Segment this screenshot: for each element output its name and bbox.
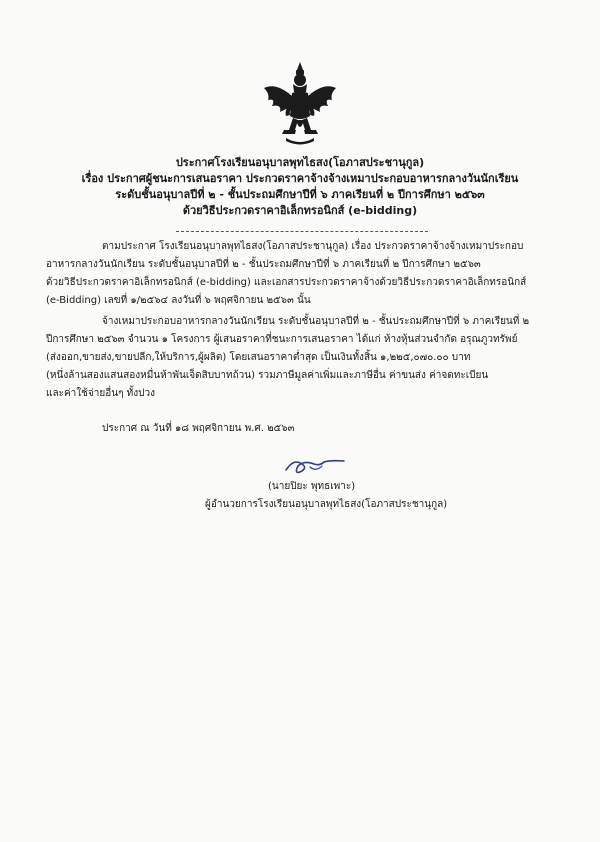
garuda-emblem-icon: [262, 60, 338, 146]
paragraph-2-line: (หนึ่งล้านสองแสนสองหมื่นห้าพันเจ็ดสิบบาทถ้วน) รวมภาษีมูลค่าเพิ่มและภาษีอื่น ค่าขนส่ง ค่าจดทะเบียน: [46, 370, 489, 381]
announcement-subject: เรื่อง ประกาศผู้ชนะการเสนอราคา ประกวดราคาจ้างจ้างเหมาประกอบอาหารกลางวันนักเรียน: [81, 172, 519, 185]
paragraph-2-line: ปีการศึกษา ๒๕๖๓ จำนวน ๑ โครงการ ผู้เสนอราคาที่ชนะการเสนอราคา ได้แก่ ห้างหุ้นส่วนจำกัด อรุณภูวทรัพย์: [46, 334, 518, 345]
signatory-name: (นายปิยะ พุทธเพาะ): [268, 481, 356, 492]
paragraph-2-line: และค่าใช้จ่ายอื่นๆ ทั้งปวง: [46, 388, 155, 399]
paragraph-1-line: (e-Bidding) เลขที่ ๑/๒๕๖๔ ลงวันที่ ๖ พฤศจิกายน ๒๕๖๓ นั้น: [46, 295, 311, 306]
announcement-date: ประกาศ ณ วันที่ ๑๘ พฤศจิกายน พ.ศ. ๒๕๖๓: [102, 423, 295, 434]
header-divider: [176, 231, 428, 232]
paragraph-2-line: (ส่งออก,ขายส่ง,ขายปลีก,ให้บริการ,ผู้ผลิต) โดยเสนอราคาต่ำสุด เป็นเงินทั้งสิ้น ๑,๒๒๕,๐๗๐.๐๐ บาท: [46, 352, 471, 363]
paragraph-1-line: ด้วยวิธีประกวดราคาอิเล็กทรอนิกส์ (e-bidding) และเอกสารประกวดราคาจ้างด้วยวิธีประกวดราคาอิเล็กทรอนิกส์: [46, 277, 527, 288]
paragraph-1-line: ตามประกาศ โรงเรียนอนุบาลพุทไธสง(โอภาสประชานุกูล) เรื่อง ประกวดราคาจ้างจ้างเหมาประกอบ: [102, 241, 524, 252]
announcement-method: ด้วยวิธีประกวดราคาอิเล็กทรอนิกส์ (e-bidding): [182, 204, 418, 217]
paragraph-1-line: อาหารกลางวันนักเรียน ระดับชั้นอนุบาลปีที่ ๒ - ชั้นประถมศึกษาปีที่ ๖ ภาคเรียนที่ ๒ ปีการศึกษา ๒๕๖๓: [46, 259, 481, 270]
announcement-level: ระดับชั้นอนุบาลปีที่ ๒ - ชั้นประถมศึกษาปีที่ ๖ ภาคเรียนที่ ๒ ปีการศึกษา ๒๕๖๓: [115, 188, 485, 201]
announcement-title: ประกาศโรงเรียนอนุบาลพุทไธสง(โอภาสประชานุกูล): [175, 156, 425, 169]
handwritten-signature: [280, 452, 350, 478]
signatory-position: ผู้อำนวยการโรงเรียนอนุบาลพุทไธสง(โอภาสประชานุกูล): [205, 499, 448, 510]
paragraph-2-line: จ้างเหมาประกอบอาหารกลางวันนักเรียน ระดับชั้นอนุบาลปีที่ ๒ - ชั้นประถมศึกษาปีที่ ๖ ภาคเรียนที่ ๒: [102, 316, 530, 327]
